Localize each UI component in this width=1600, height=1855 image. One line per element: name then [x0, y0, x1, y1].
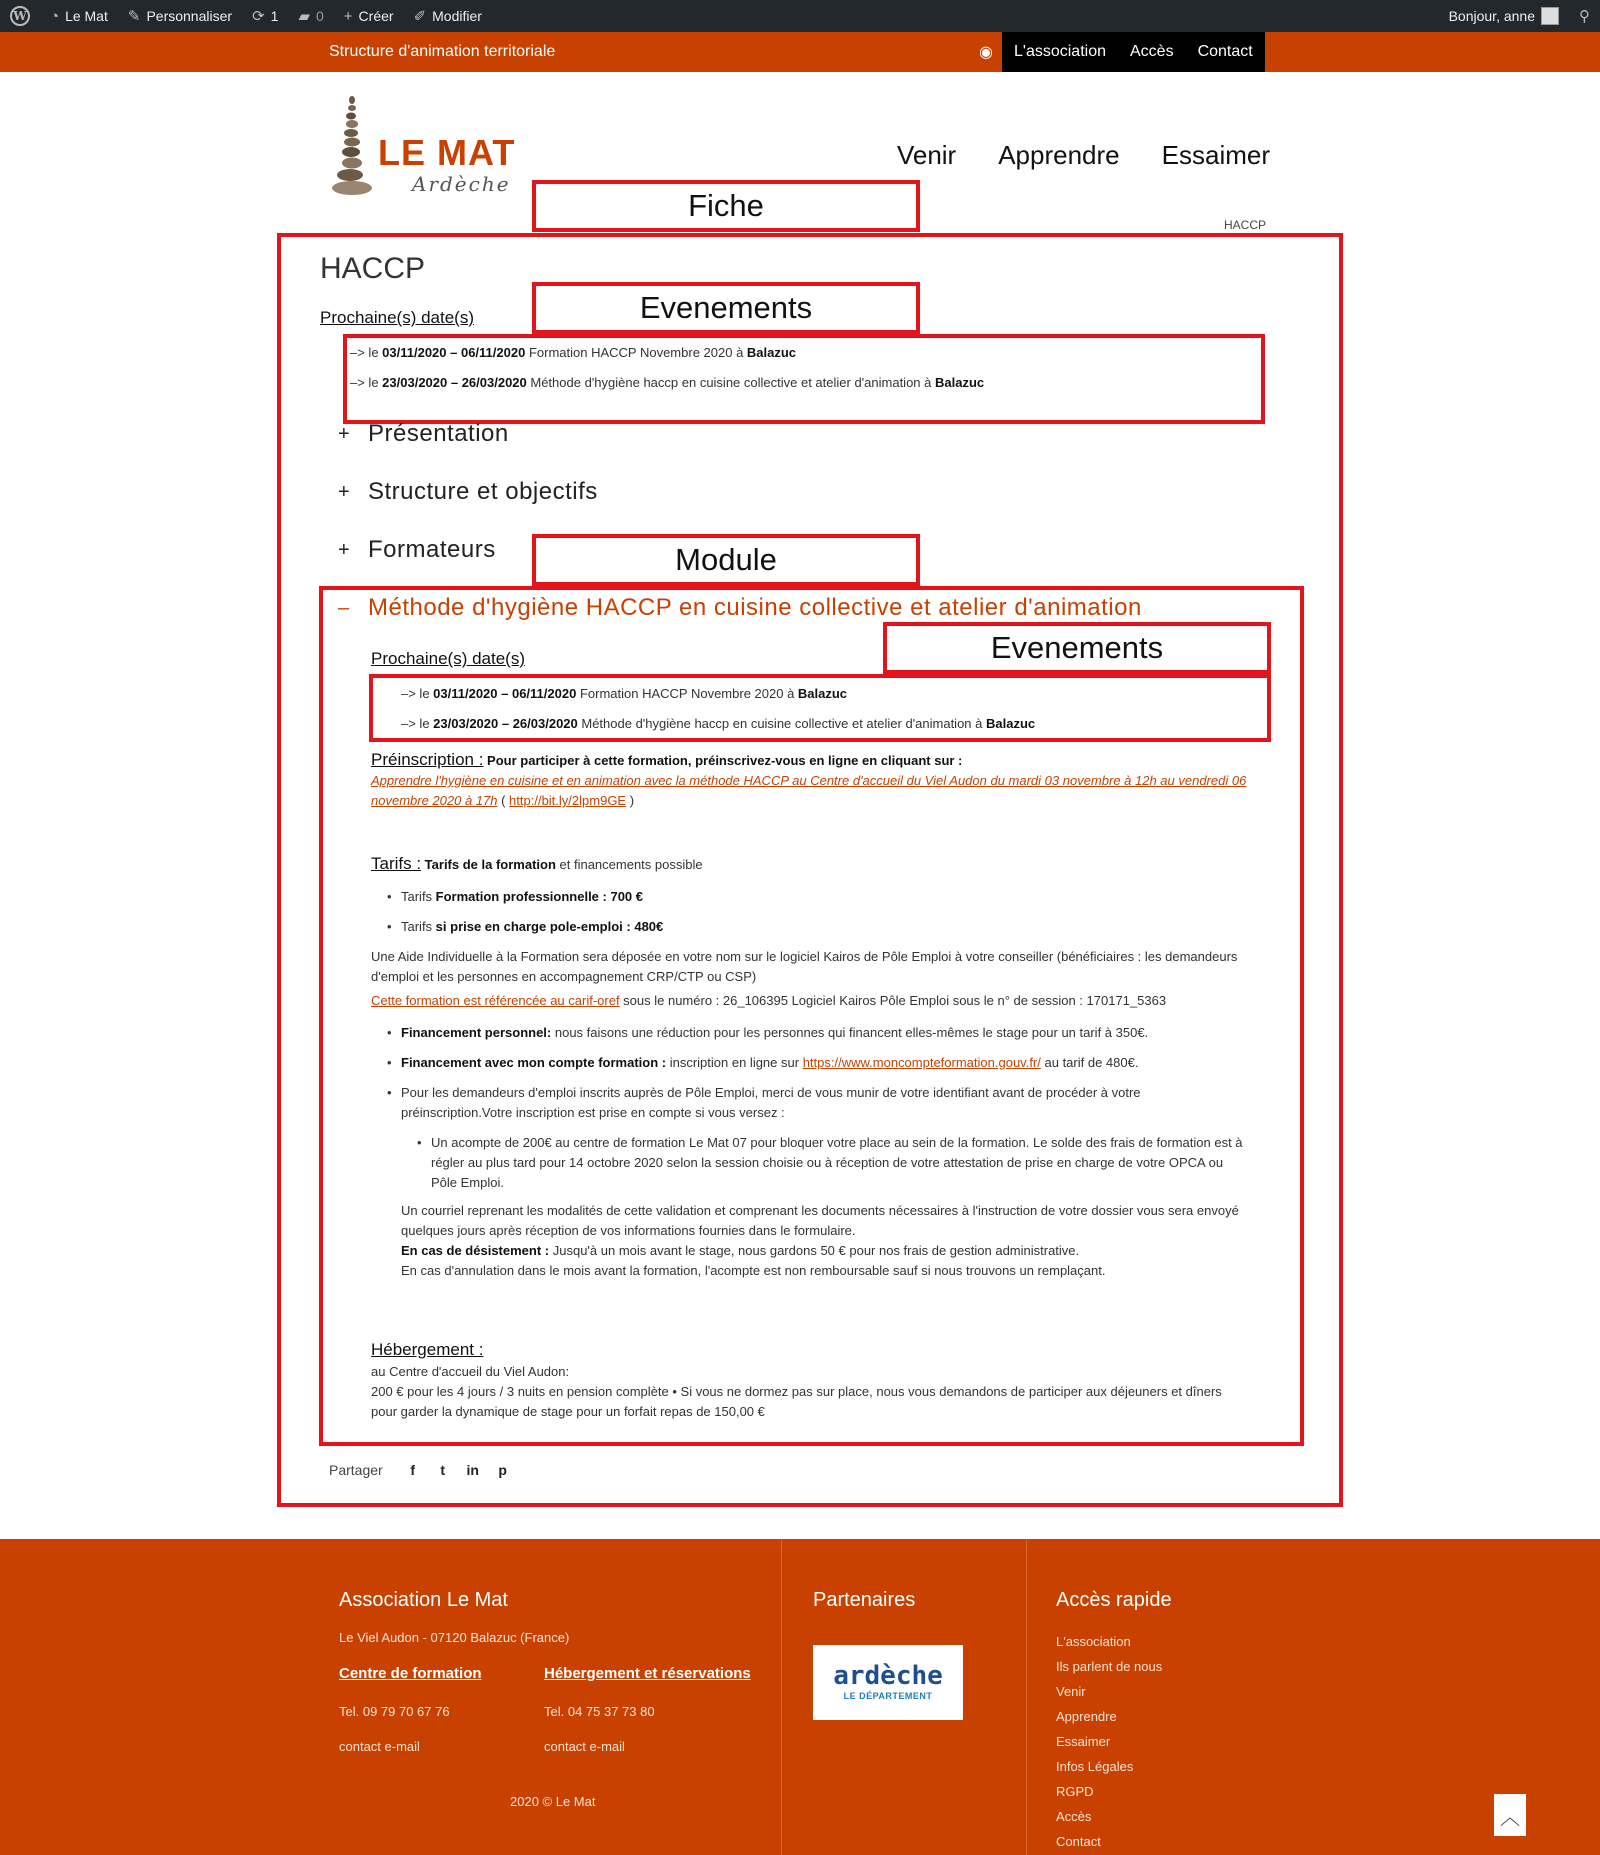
wordpress-icon: W: [10, 6, 30, 26]
linkedin-icon[interactable]: in: [466, 1462, 479, 1478]
minus-icon: –: [338, 596, 350, 619]
search-icon: ⚲: [1579, 8, 1590, 25]
wp-menu[interactable]: [0, 0, 40, 32]
fiche-label: Fiche: [532, 180, 920, 232]
footer-centre-tel[interactable]: Tel. 09 79 70 67 76: [339, 1704, 450, 1719]
list-item: • Financement personnel: nous faisons une réduction pour les personnes qui financent elles-mêmes le stage pour un tarif à 350€.: [387, 1023, 1251, 1043]
footer-link[interactable]: Essaimer: [1056, 1734, 1111, 1749]
footer-address: Le Viel Audon - 07120 Balazuc (France): [339, 1630, 570, 1645]
plus-icon: +: [338, 480, 350, 503]
admin-account-menu[interactable]: Bonjour, anne: [1439, 0, 1569, 32]
footer-copyright: 2020 © Le Mat: [510, 1794, 596, 1809]
twitter-icon[interactable]: t: [440, 1462, 446, 1478]
tarifs-heading: Tarifs :: [371, 854, 422, 873]
accordion-structure[interactable]: + Structure et objectifs: [338, 478, 598, 505]
nav-essaimer[interactable]: Essaimer: [1161, 140, 1270, 170]
facebook-icon[interactable]: f: [410, 1462, 416, 1478]
admin-search-button[interactable]: [1569, 0, 1600, 32]
top-bar: [0, 32, 1600, 72]
preinscription-block: Préinscription : Pour participer à cette formation, préinscrivez-vous en ligne en cliquant sur : Apprendre l'hygiène en cuisine et en animation avec la méthode HACCP au Centre d'accueil du Viel Audon du mardi 03 novembre à 12h au vendredi 06 novembre 2020 à 17h ( http://bit.ly/2lpm9GE ): [371, 750, 1247, 808]
accordion-formateurs[interactable]: + Formateurs: [338, 536, 496, 563]
list-item: • Tarifs si prise en charge pole-emploi : 480€: [387, 917, 1251, 937]
footer-quick-links: [1056, 1629, 1162, 1854]
avatar: [1541, 7, 1559, 25]
footer-heberg-tel[interactable]: Tel. 04 75 37 73 80: [544, 1704, 655, 1719]
admin-edit-link[interactable]: ✐ Modifier: [413, 8, 482, 25]
admin-bar: [0, 0, 1600, 32]
evenements-frame-2: [369, 674, 1271, 742]
aide-text: Une Aide Individuelle à la Formation sera déposée en votre nom sur le logiciel Kairos de Pôle Emploi à votre conseiller (bénéficiaires : les demandeurs d'emploi et les personnes en accompagnement CRP/CTP ou CSP): [371, 949, 1238, 984]
footer-heberg-title[interactable]: Hébergement et réservations: [544, 1665, 751, 1682]
footer-link[interactable]: Venir: [1056, 1684, 1086, 1699]
carif-link[interactable]: Cette formation est référencée au carif-oref: [371, 993, 620, 1008]
event-item[interactable]: –> le 03/11/2020 – 06/11/2020 Formation HACCP Novembre 2020 à Balazuc: [401, 686, 848, 701]
plus-icon: +: [338, 422, 350, 445]
event-item[interactable]: –> le 03/11/2020 – 06/11/2020 Formation HACCP Novembre 2020 à Balazuc: [350, 345, 797, 360]
evenements-label-1: Evenements: [532, 282, 920, 334]
pinterest-icon[interactable]: p: [498, 1462, 507, 1478]
accordion-module[interactable]: – Méthode d'hygiène HACCP en cuisine collective et atelier d'animation: [338, 594, 1142, 621]
page-title: HACCP: [320, 252, 426, 285]
footer-link[interactable]: RGPD: [1056, 1784, 1094, 1799]
site-footer: [0, 1539, 1600, 1855]
chevron-up-icon: ︿: [1500, 1806, 1520, 1829]
footer-link[interactable]: Infos Légales: [1056, 1759, 1134, 1774]
site-tagline: Structure d'animation territoriale: [329, 43, 556, 60]
main-nav: [897, 140, 1270, 171]
admin-create-link[interactable]: + Créer: [343, 7, 394, 25]
breadcrumb[interactable]: HACCP: [1224, 218, 1267, 232]
pencil-icon: ✐: [413, 8, 427, 25]
footer-link[interactable]: Apprendre: [1056, 1709, 1117, 1724]
annulation-text: En cas d'annulation dans le mois avant la formation, l'acompte est non remboursable sauf si nous trouvons un remplaçant.: [401, 1263, 1106, 1278]
footer-partners-title: Partenaires: [813, 1589, 916, 1611]
event-item[interactable]: –> le 23/03/2020 – 26/03/2020 Méthode d'hygiène haccp en cuisine collective et atelier d'animation à Balazuc: [350, 375, 985, 390]
rss-icon[interactable]: ◉: [979, 44, 993, 61]
refresh-icon: ⟳: [252, 8, 265, 25]
list-item: • Pour les demandeurs d'emploi inscrits auprès de Pôle Emploi, merci de vous munir de votre identifiant avant de procéder à votre préinscription.Votre inscription est prise en compte si vous versez : • Un acompte de 200€ au centre de formation Le Mat 07 pour bloquer votre place au sein de la formation. Le solde des frais de formation est à régler au plus tard pour 14 octobre 2020 selon la session choisie ou à réception de votre attestation de prise en charge de votre OPCA ou Pôle Emploi.: [387, 1083, 1251, 1193]
topnav-association[interactable]: L'association: [1014, 43, 1106, 60]
dashboard-icon: ◔: [50, 7, 60, 25]
preinscription-short-url[interactable]: http://bit.ly/2lpm9GE: [509, 793, 627, 808]
module-dates-heading: Prochaine(s) date(s): [371, 649, 526, 668]
hebergement-block: Hébergement : au Centre d'accueil du Viel Audon: 200 € pour les 4 jours / 3 nuits en pension complète • Si vous ne dormez pas sur place, nous vous demandons de participer aux déjeuners et dîners pour garder la dynamique de stage pour un forfait repas de 150,00 €: [371, 1340, 1251, 1422]
admin-updates-link[interactable]: ⟳ 1: [252, 8, 279, 25]
footer-centre-title[interactable]: Centre de formation: [339, 1665, 482, 1682]
brush-icon: ✎: [127, 8, 141, 25]
footer-link[interactable]: Contact: [1056, 1834, 1101, 1849]
share-label: Partager: [329, 1462, 383, 1478]
footer-link[interactable]: Ils parlent de nous: [1056, 1659, 1163, 1674]
dates-heading: Prochaine(s) date(s): [320, 308, 475, 327]
admin-site-link[interactable]: ◔ Le Mat: [50, 7, 108, 25]
footer-centre-mail[interactable]: contact e-mail: [339, 1739, 420, 1754]
list-item: • Tarifs Formation professionnelle : 700 €: [387, 887, 1251, 907]
footer-assoc-title: Association Le Mat: [339, 1589, 508, 1611]
footer-divider: [1026, 1539, 1027, 1855]
event-item[interactable]: –> le 23/03/2020 – 26/03/2020 Méthode d'hygiène haccp en cuisine collective et atelier d'animation à Balazuc: [401, 716, 1036, 731]
top-nav: [970, 32, 1265, 72]
logo-brand: LE MAT: [378, 132, 516, 173]
plus-icon: +: [338, 538, 350, 561]
logo-subtitle: Ardèche: [412, 172, 511, 196]
preinscription-link[interactable]: Apprendre l'hygiène en cuisine et en animation avec la méthode HACCP au Centre d'accueil du Viel Audon du mardi 03 novembre à 12h au vendredi 06 novembre 2020 à 17h: [371, 773, 1247, 808]
nav-venir[interactable]: Venir: [896, 140, 957, 170]
cpf-link[interactable]: https://www.moncompteformation.gouv.fr/: [802, 1055, 1041, 1070]
courriel-text: Un courriel reprenant les modalités de cette validation et comprenant les documents nécessaires à l'instruction de votre dossier vous sera envoyé quelques jours après réception de vos informations fournies dans le formulaire.: [401, 1203, 1239, 1238]
back-to-top-button[interactable]: [1494, 1794, 1526, 1836]
preinscription-heading: Préinscription :: [371, 750, 484, 769]
admin-comments-link[interactable]: ▰ 0: [298, 8, 324, 25]
stacked-stones-icon: [330, 92, 374, 196]
footer-link[interactable]: Accès: [1056, 1809, 1092, 1824]
topnav-acces[interactable]: Accès: [1130, 43, 1174, 60]
tarifs-block: Tarifs : Tarifs de la formation et financements possible • Tarifs Formation professionnelle : 700 € • Tarifs si prise en charge pole-emploi : 480€ Une Aide Individuelle à la Formation sera déposée en votre nom sur le logiciel Kairos de Pôle Emploi à votre conseiller (bénéficiaires : les demandeurs d'emploi et les personnes en accompagnement CRP/CTP ou CSP) Cette formation est référencée au carif-oref sous le numéro : 26_106395 Logiciel Kairos Pôle Emploi sous le n° de session : 170171_5363 • Financement personnel: nous faisons une réduction pour les personnes qui financent elles-mêmes le stage pour un tarif à 350€. • Financement avec mon compte formation : inscription en ligne sur https://www.moncompteformation.gouv.fr/ au tarif de 480€. • Pour les demandeurs d'emploi inscrits auprès de Pôle Emploi, merci de vous munir de votre identifiant avant de procéder à votre préinscription.Votre inscription est prise en compte si vous versez : • Un acompte de 200€ au centre de formation Le Mat 07 pour bloquer votre place au sein de la formation. Le solde des frais de formation est à régler au plus tard pour 14 octobre 2020 selon la session choisie ou à réception de votre attestation de prise en charge de votre OPCA ou Pôle Emploi. Un courriel reprenant les modalités de cette validation et comprenant les documents nécessaires à l'instruction de votre dossier vous sera envoyé quelques jours après réception de vos informations fournies dans le formulaire. En cas de désistement : Jusqu'à un mois avant le stage, nous gardons 50 € pour nos frais de gestion administrative. En cas d'annulation dans le mois avant la formation, l'acompte est non remboursable sauf si nous trouvons un remplaçant.: [371, 854, 1251, 1281]
footer-link[interactable]: L'association: [1056, 1634, 1131, 1649]
footer-quick-title: Accès rapide: [1056, 1589, 1172, 1611]
accordion-presentation[interactable]: + Présentation: [338, 420, 509, 447]
footer-divider: [781, 1539, 782, 1855]
plus-icon: +: [343, 7, 353, 25]
module-label: Module: [532, 534, 920, 586]
evenements-label-2: Evenements: [883, 622, 1271, 674]
site-logo[interactable]: [330, 92, 520, 196]
nav-apprendre[interactable]: Apprendre: [998, 140, 1120, 170]
list-item: • Financement avec mon compte formation : inscription en ligne sur https://www.moncompteformation.gouv.fr/ au tarif de 480€.: [387, 1053, 1251, 1073]
partner-logo-ardeche[interactable]: ardèche LE DÉPARTEMENT: [813, 1645, 963, 1720]
hebergement-heading: Hébergement :: [371, 1340, 484, 1359]
admin-customize-link[interactable]: ✎ Personnaliser: [127, 8, 233, 25]
comment-icon: ▰: [298, 8, 310, 25]
footer-heberg-mail[interactable]: contact e-mail: [544, 1739, 625, 1754]
share-bar: [329, 1462, 511, 1478]
list-item: • Un acompte de 200€ au centre de formation Le Mat 07 pour bloquer votre place au sein de la formation. Le solde des frais de formation est à régler au plus tard pour 14 octobre 2020 selon la session choisie ou à réception de votre attestation de prise en charge de votre OPCA ou Pôle Emploi.: [417, 1133, 1251, 1193]
topnav-contact[interactable]: Contact: [1197, 43, 1253, 60]
